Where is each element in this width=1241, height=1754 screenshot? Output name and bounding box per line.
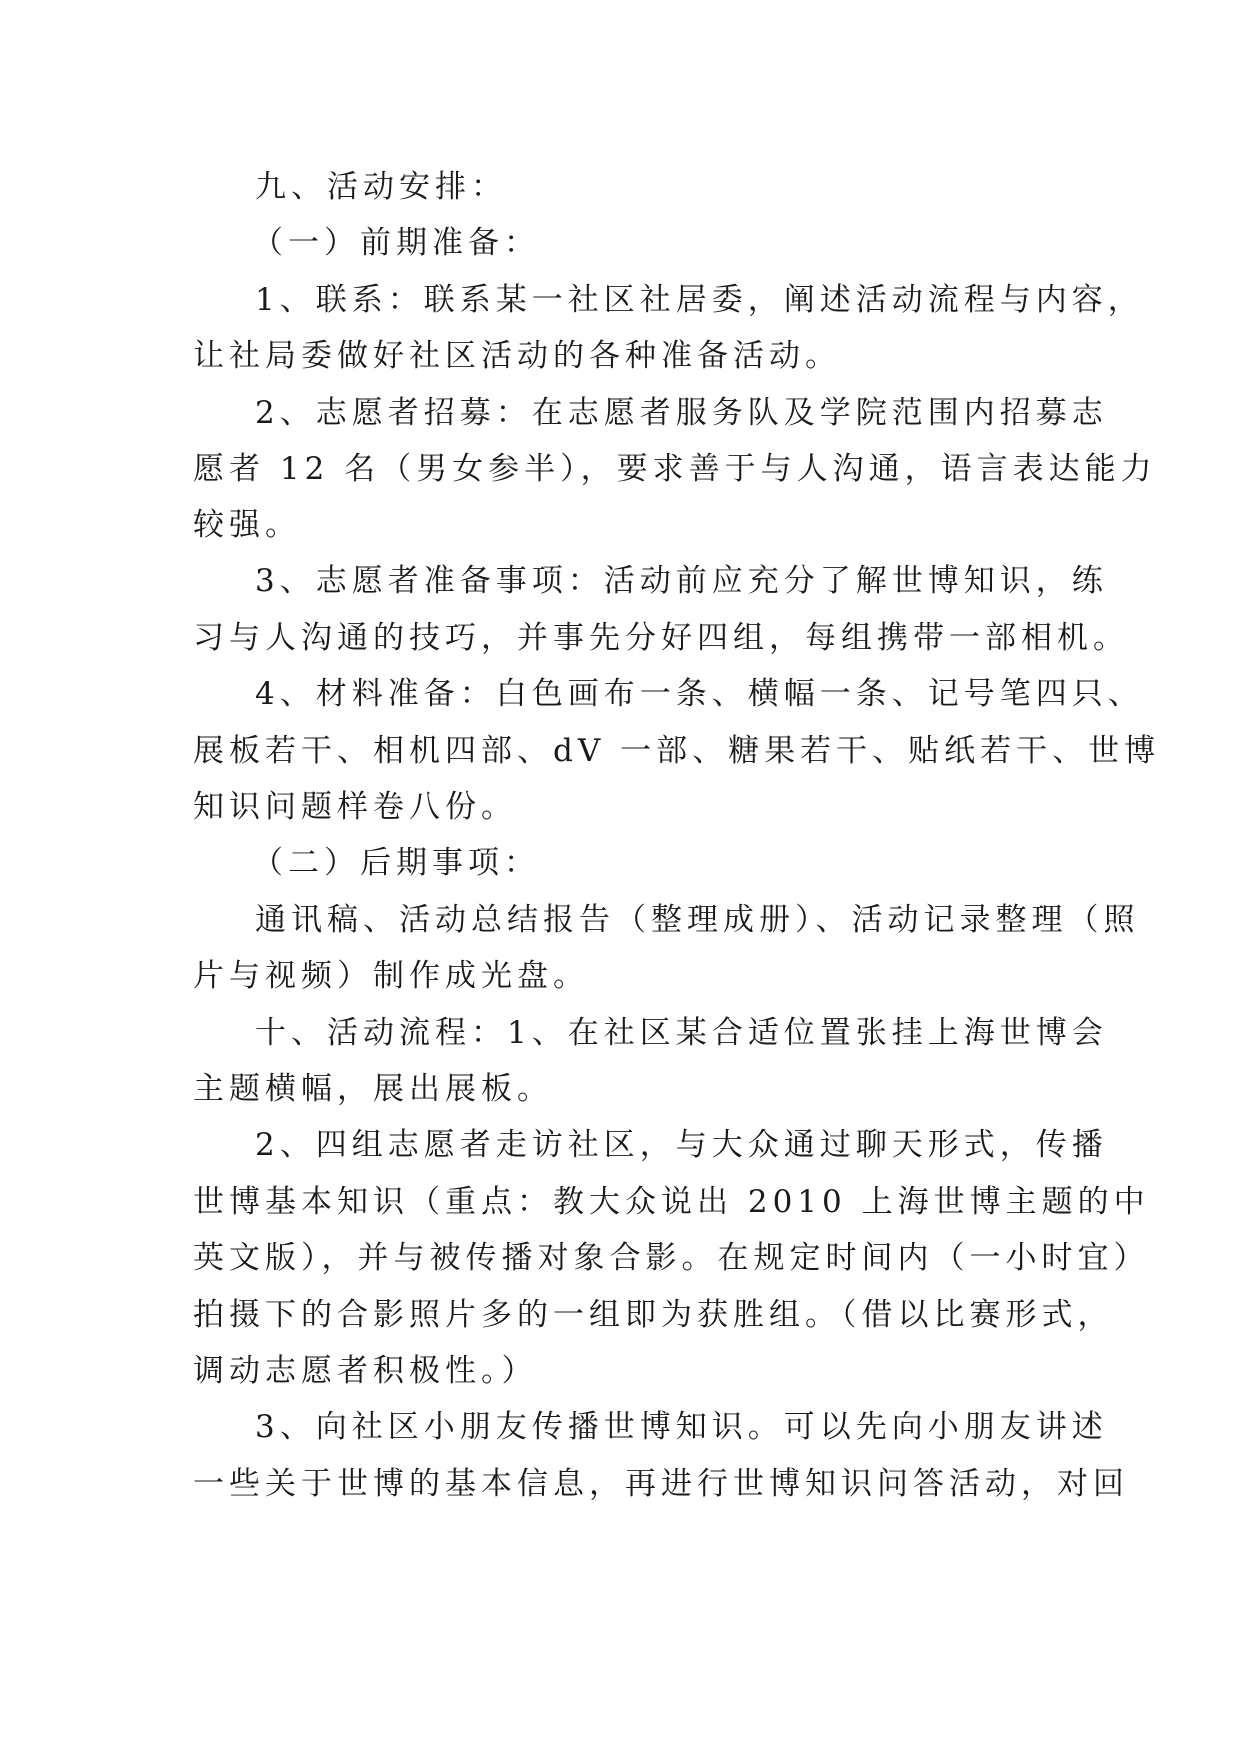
paragraph-line: 主题横幅，展出展板。 (193, 1071, 553, 1107)
paragraph-line: 拍摄下的合影照片多的一组即为获胜组。（借以比赛形式， (193, 1297, 1114, 1333)
paragraph-line: 调动志愿者积极性。） (193, 1353, 538, 1389)
paragraph-line: 知识问题样卷八份。 (193, 789, 517, 825)
paragraph-line: 3、志愿者准备事项：活动前应充分了解世博知识，练 (255, 563, 1108, 599)
paragraph-line: 一些关于世博的基本信息，再进行世博知识问答活动，对回 (193, 1466, 1129, 1502)
paragraph-line: 4、材料准备：白色画布一条、横幅一条、记号笔四只、 (255, 676, 1144, 712)
heading-activity-flow: 十、活动流程：1、在社区某合适位置张挂上海世博会 (255, 1015, 1108, 1051)
paragraph-line: 通讯稿、活动总结报告（整理成册）、活动记录整理（照 (255, 902, 1140, 938)
subheading-follow-up: （二）后期事项： (252, 845, 540, 881)
paragraph-line: 片与视频）制作成光盘。 (193, 958, 589, 994)
paragraph-line: 1、联系：联系某一社区社居委，阐述活动流程与内容， (255, 282, 1144, 318)
paragraph-line: 习与人沟通的技巧，并事先分好四组，每组携带一部相机。 (193, 620, 1129, 656)
heading-activity-arrangement: 九、活动安排： (255, 169, 507, 205)
subheading-preparation: （一）前期准备： (252, 225, 540, 261)
paragraph-line: 让社局委做好社区活动的各种准备活动。 (193, 338, 841, 374)
paragraph-line: 英文版），并与被传播对象合影。在规定时间内（一小时宜） (193, 1240, 1150, 1276)
paragraph-line: 2、四组志愿者走访社区，与大众通过聊天形式，传播 (255, 1127, 1108, 1163)
paragraph-line: 展板若干、相机四部、dV 一部、糖果若干、贴纸若干、世博 (193, 733, 1161, 769)
paragraph-line: 3、向社区小朋友传播世博知识。可以先向小朋友讲述 (255, 1409, 1108, 1445)
paragraph-line: 2、志愿者招募：在志愿者服务队及学院范围内招募志 (255, 395, 1108, 431)
paragraph-line: 愿者 12 名（男女参半），要求善于与人沟通，语言表达能力 (193, 451, 1157, 487)
paragraph-line: 较强。 (193, 507, 301, 543)
paragraph-line: 世博基本知识（重点：教大众说出 2010 上海世博主题的中 (193, 1184, 1150, 1220)
